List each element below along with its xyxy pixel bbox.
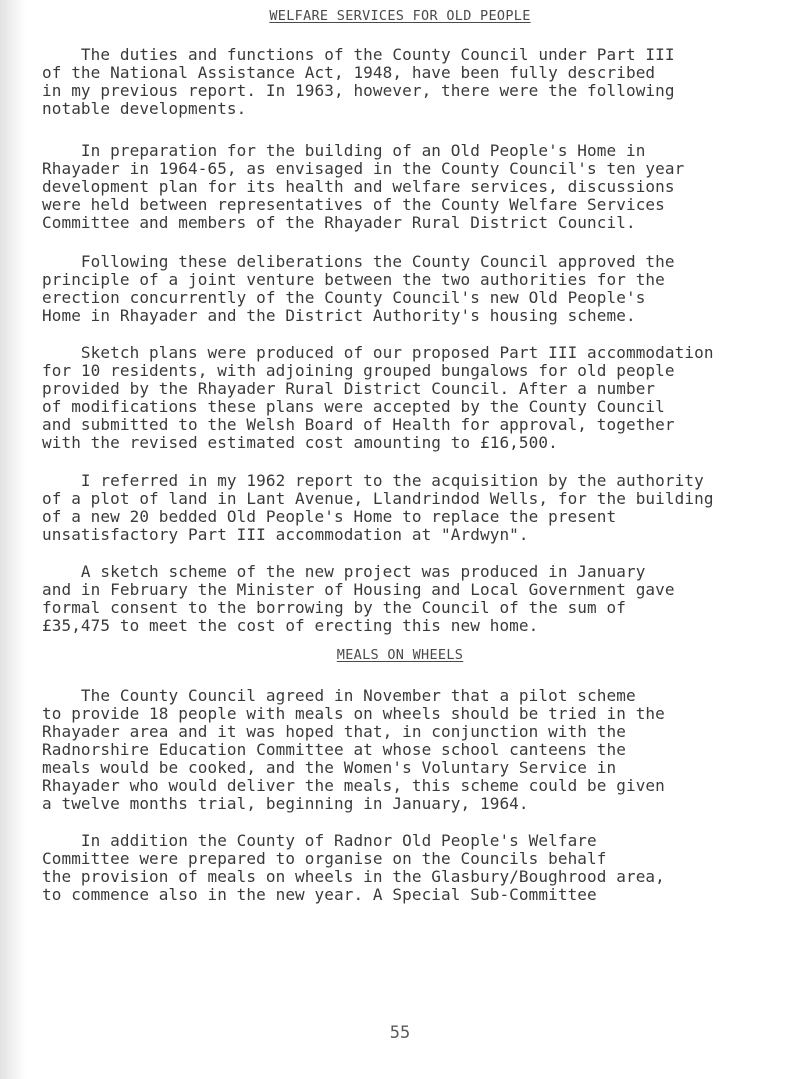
text-line: principle of a joint venture between the two authorities for the (42, 270, 665, 289)
text-line: Committee and members of the Rhayader Rural District Council. (42, 213, 636, 232)
text-line: and submitted to the Welsh Board of Health for approval, together (42, 415, 675, 434)
text-line: of the National Assistance Act, 1948, have been fully described (42, 63, 656, 82)
text-line: Home in Rhayader and the District Authority's housing scheme. (42, 306, 636, 325)
text-line: for 10 residents, with adjoining grouped bungalows for old people (42, 361, 675, 380)
paragraph-land-acquisition (42, 472, 800, 544)
text-line: I referred in my 1962 report to the acquisition by the authority (42, 471, 704, 490)
paragraph-intro (42, 46, 800, 118)
text-line: and in February the Minister of Housing and Local Government gave (42, 580, 675, 599)
paragraph-glasbury-scheme (42, 832, 800, 904)
text-line: In addition the County of Radnor Old People's Welfare (42, 831, 597, 850)
text-line: £35,475 to meet the cost of erecting this new home. (42, 616, 539, 635)
page-number: 55 (389, 1023, 411, 1043)
text-line: notable developments. (42, 99, 247, 118)
text-line: of a new 20 bedded Old People's Home to replace the present (42, 507, 617, 526)
scan-edge-shadow (0, 0, 26, 1079)
page-header: WELFARE SERVICES FOR OLD PEOPLE (269, 8, 531, 24)
text-line: Rhayader in 1964-65, as envisaged in the County Council's ten year (42, 159, 685, 178)
text-line: to provide 18 people with meals on wheels should be tried in the (42, 704, 665, 723)
text-line: development plan for its health and welfare services, discussions (42, 177, 675, 196)
text-line: Rhayader area and it was hoped that, in conjunction with the (42, 722, 626, 741)
paragraph-borrowing-consent (42, 563, 800, 635)
text-line: Following these deliberations the County Council approved the (42, 252, 675, 271)
text-line: provided by the Rhayader Rural District Council. After a number (42, 379, 656, 398)
text-line: to commence also in the new year. A Special Sub-Committee (42, 885, 597, 904)
text-line: A sketch scheme of the new project was produced in January (42, 562, 646, 581)
text-line: meals would be cooked, and the Women's Voluntary Service in (42, 758, 617, 777)
text-line: Radnorshire Education Committee at whose school canteens the (42, 740, 626, 759)
paragraph-joint-venture (42, 253, 800, 325)
text-line: The duties and functions of the County Council under Part III (42, 45, 675, 64)
text-line: in my previous report. In 1963, however, there were the following (42, 81, 675, 100)
text-line: In preparation for the building of an Old People's Home in (42, 141, 646, 160)
text-line: Committee were prepared to organise on the Councils behalf (42, 849, 607, 868)
text-line: formal consent to the borrowing by the Council of the sum of (42, 598, 626, 617)
text-line: The County Council agreed in November that a pilot scheme (42, 686, 636, 705)
text-line: a twelve months trial, beginning in January, 1964. (42, 794, 529, 813)
text-line: unsatisfactory Part III accommodation at "Ardwyn". (42, 525, 529, 544)
text-line: with the revised estimated cost amounting to £16,500. (42, 433, 558, 452)
text-line: Sketch plans were produced of our proposed Part III accommodation (42, 343, 714, 362)
text-line: Rhayader who would deliver the meals, this scheme could be given (42, 776, 665, 795)
text-line: were held between representatives of the County Welfare Services (42, 195, 665, 214)
text-line: of a plot of land in Lant Avenue, Llandrindod Wells, for the building (42, 489, 714, 508)
text-line: erection concurrently of the County Council's new Old People's (42, 288, 646, 307)
section-heading-meals-on-wheels: MEALS ON WHEELS (336, 647, 464, 663)
paragraph-rhayader-home (42, 142, 800, 232)
text-line: of modifications these plans were accepted by the County Council (42, 397, 665, 416)
text-line: the provision of meals on wheels in the Glasbury/Boughrood area, (42, 867, 665, 886)
paragraph-pilot-scheme (42, 687, 800, 813)
paragraph-sketch-plans (42, 344, 800, 452)
